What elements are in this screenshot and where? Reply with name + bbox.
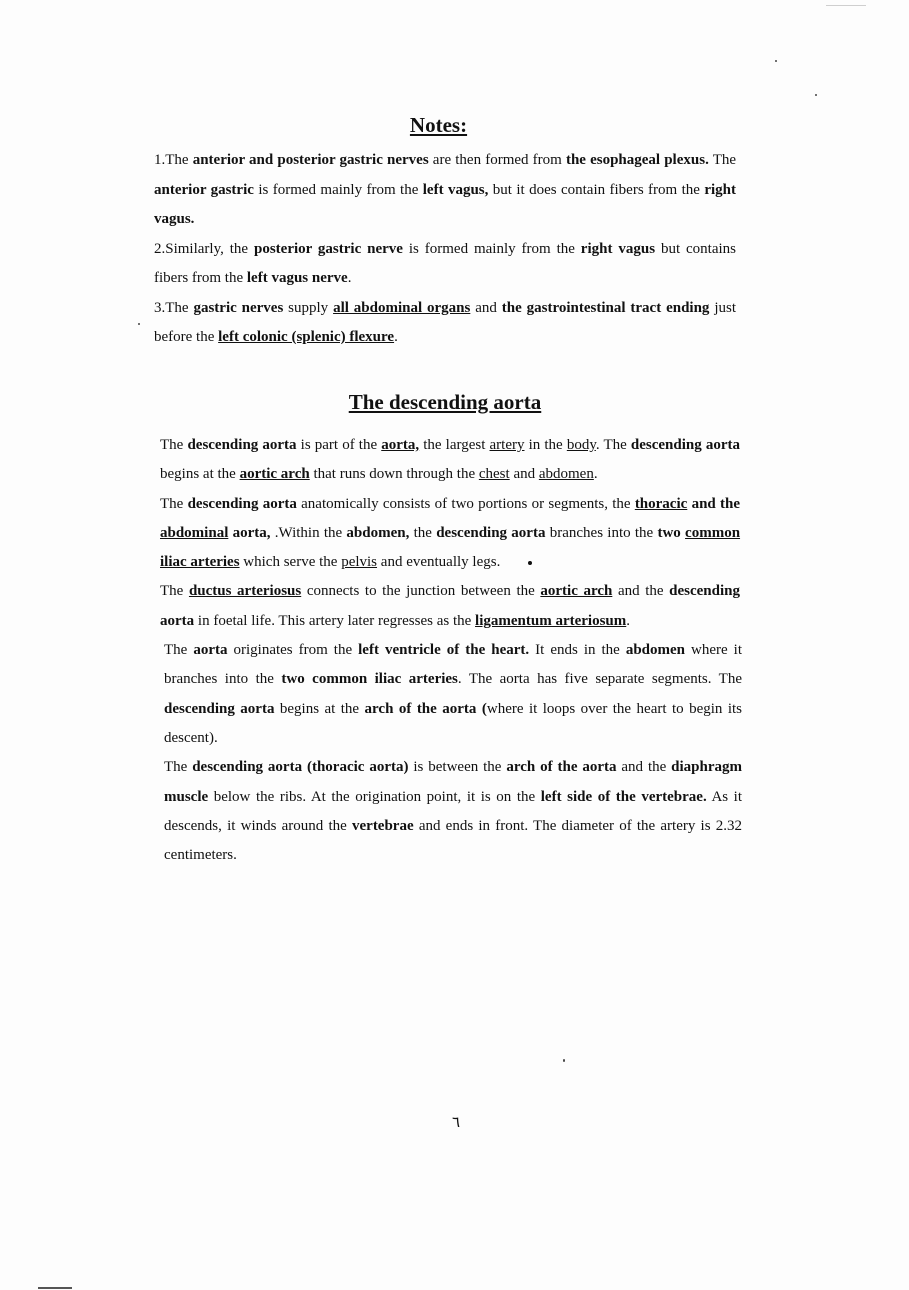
scan-edge-mark	[826, 5, 866, 6]
notes-heading: Notes:	[409, 113, 468, 137]
paragraph-3: The ductus arteriosus connects to the junction between the aortic arch and the descending aorta in foetal life. This artery later regresses as the ligamentum arteriosum.	[160, 583, 740, 629]
scan-speck	[815, 94, 817, 96]
note-item-2: 2.Similarly, the posterior gastric nerve is formed mainly from the right vagus but contains fibers from the left vagus nerve.	[154, 240, 736, 286]
scan-speck	[775, 60, 777, 62]
note-item-1: 1.The anterior and posterior gastric nerves are then formed from the esophageal plexus. The anterior gastric is formed mainly from the left vagus, but it does contain fibers from the right vagus.	[154, 152, 737, 227]
paragraph-1: The descending aorta is part of the aorta, the largest artery in the body. The descending aorta begins at the aortic arch that runs down through the chest and abdomen.	[160, 437, 740, 483]
aorta-body	[160, 431, 743, 870]
paragraph-5: The descending aorta (thoracic aorta) is between the arch of the aorta and the diaphragm muscle below the ribs. At the origination point, it is on the left side of the vertebrae. As it descends, it winds around the vertebrae and ends in front. The diameter of the artery is 2.32 centimeters.	[164, 759, 743, 864]
paragraph-4: The aorta originates from the left ventricle of the heart. It ends in the abdomen where it branches into the two common iliac arteries. The aorta has five separate segments. The descending aorta begins at the arch of the aorta (where it loops over the heart to begin its descent).	[164, 642, 743, 746]
scan-speck	[563, 1059, 565, 1062]
section-heading: The descending aorta	[348, 390, 542, 414]
paragraph-2: The descending aorta anatomically consists of two portions or segments, the thoracic and the abdominal aorta, .Within the abdomen, the descending aorta branches into the two common iliac arteries which serve the pelvis and eventually legs.	[160, 495, 741, 571]
stray-bullet	[528, 561, 532, 565]
notes-list	[154, 146, 736, 353]
scan-speck	[138, 323, 140, 325]
note-item-3: 3.The gastric nerves supply all abdominal organs and the gastrointestinal tract ending just before the left colonic (splenic) flexure.	[154, 299, 736, 345]
scan-edge-mark	[38, 1287, 72, 1289]
page-number: ٦	[452, 1115, 461, 1131]
